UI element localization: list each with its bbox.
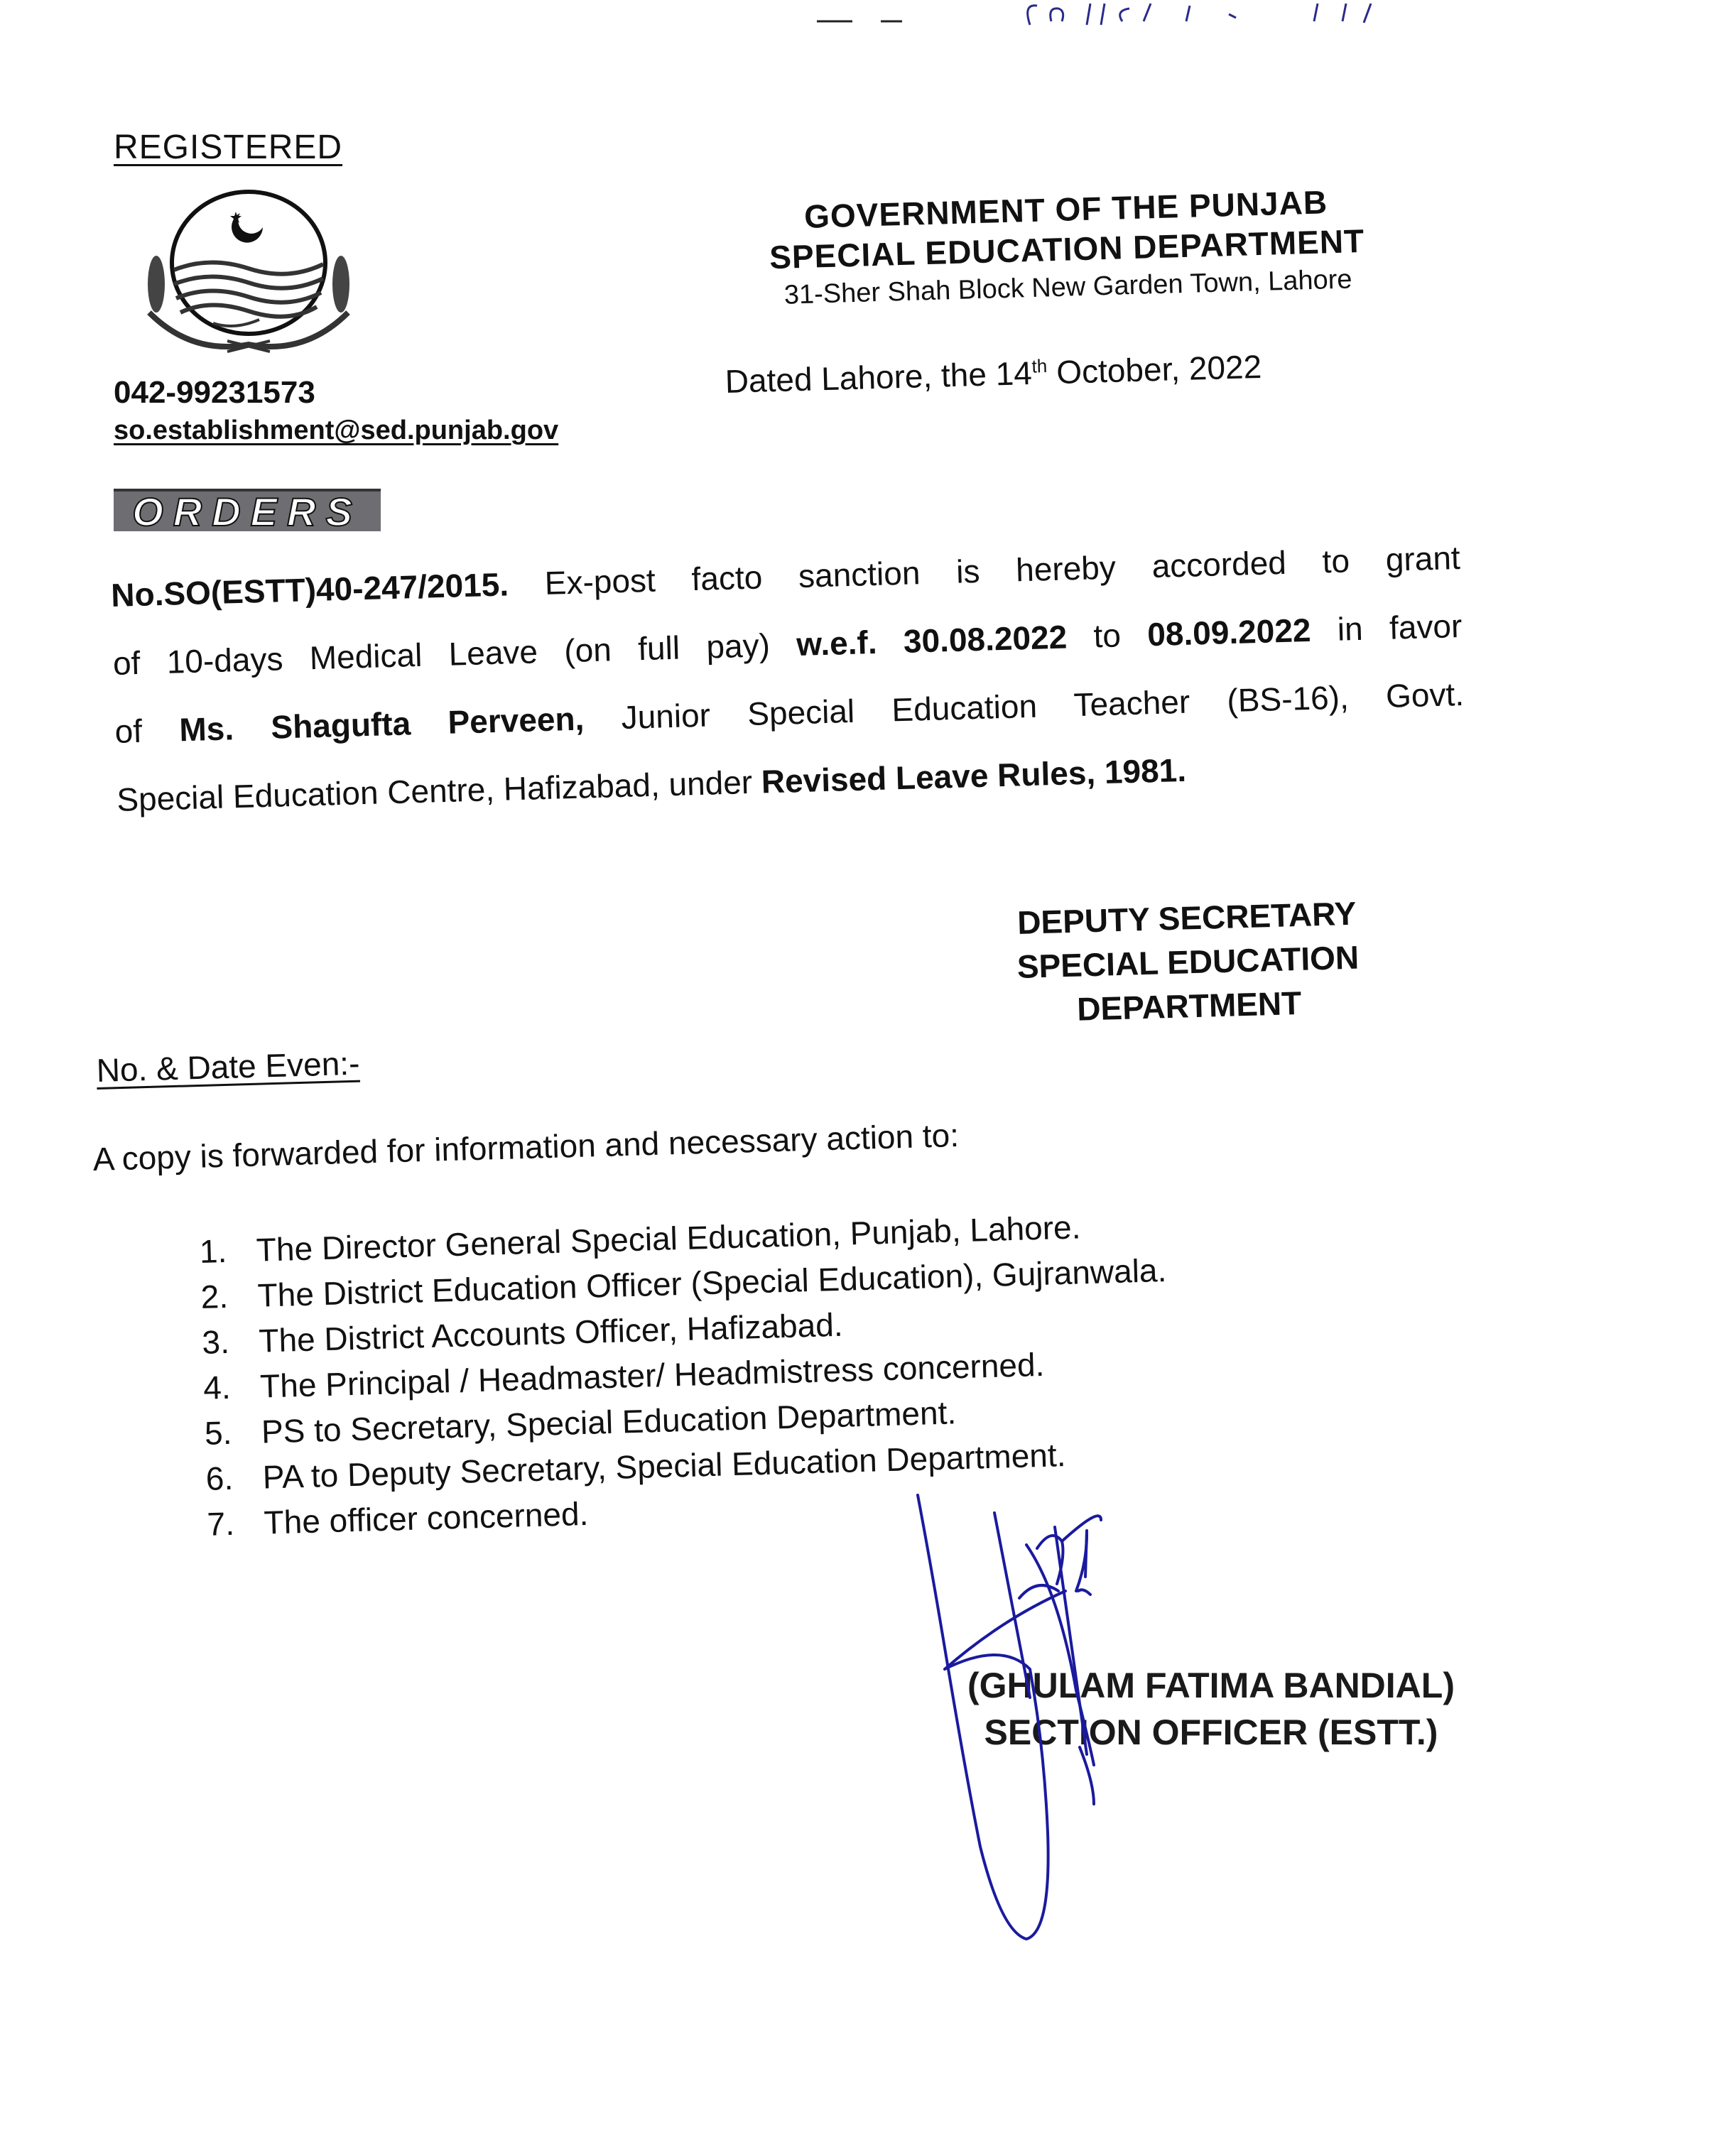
copy-forwarded-intro: A copy is forwarded for information and necessary action to: bbox=[92, 1116, 960, 1178]
department-address: 31-Sher Shah Block New Garden Town, Lahore bbox=[783, 264, 1353, 310]
list-item: 2. The District Education Officer (Special Education), Gujranwala. bbox=[200, 1251, 1167, 1315]
letterhead-header bbox=[725, 180, 1409, 314]
list-item: 7. The officer concerned. bbox=[206, 1494, 589, 1543]
list-item: 1. The Director General Special Education, Punjab, Lahore. bbox=[199, 1208, 1082, 1270]
no-date-even-heading: No. & Date Even:- bbox=[96, 1044, 361, 1089]
signatory-title: SECTION OFFICER (ESTT.) bbox=[984, 1712, 1438, 1752]
handwritten-note-top bbox=[817, 0, 1456, 28]
list-item: 4. The Principal / Headmaster/ Headmistress concerned. bbox=[202, 1345, 1046, 1406]
phone-number: 042-99231573 bbox=[114, 375, 315, 410]
orders-heading: ORDERS bbox=[114, 489, 381, 531]
order-line-1: No.SO(ESTT)40-247/2015. Ex-post facto sanction is hereby accorded to grant bbox=[110, 538, 1461, 614]
punjab-emblem-icon bbox=[128, 185, 369, 355]
date-line: Dated Lahore, the 14th October, 2022 bbox=[725, 347, 1262, 400]
order-line-2: of 10-days Medical Leave (on full pay) w.e.f. 30.08.2022 to 08.09.2022 in favor bbox=[112, 607, 1463, 682]
signature-icon bbox=[888, 1477, 1527, 1975]
list-item: 5. PS to Secretary, Special Education Department. bbox=[204, 1394, 957, 1452]
government-title: GOVERNMENT OF THE PUNJAB bbox=[803, 183, 1328, 235]
order-line-3: of Ms. Shagufta Perveen, Junior Special Education Teacher (BS-16), Govt. bbox=[114, 675, 1465, 750]
email-address[interactable]: so.establishment@sed.punjab.gov bbox=[114, 416, 559, 445]
signatory-name: (GHULAM FATIMA BANDIAL) bbox=[967, 1666, 1455, 1705]
list-item: 6. PA to Deputy Secretary, Special Education Department. bbox=[205, 1436, 1067, 1497]
list-item: 3. The District Accounts Officer, Hafizabad. bbox=[201, 1305, 844, 1361]
department-title: SPECIAL EDUCATION DEPARTMENT bbox=[769, 222, 1365, 276]
registered-label: REGISTERED bbox=[114, 129, 343, 166]
order-line-4: Special Education Centre, Hafizabad, under Revised Leave Rules, 1981. bbox=[116, 751, 1187, 818]
order-paragraph bbox=[110, 523, 1467, 834]
issuing-authority: DEPUTY SECRETARY SPECIAL EDUCATION DEPARTMENT bbox=[1016, 894, 1360, 1028]
